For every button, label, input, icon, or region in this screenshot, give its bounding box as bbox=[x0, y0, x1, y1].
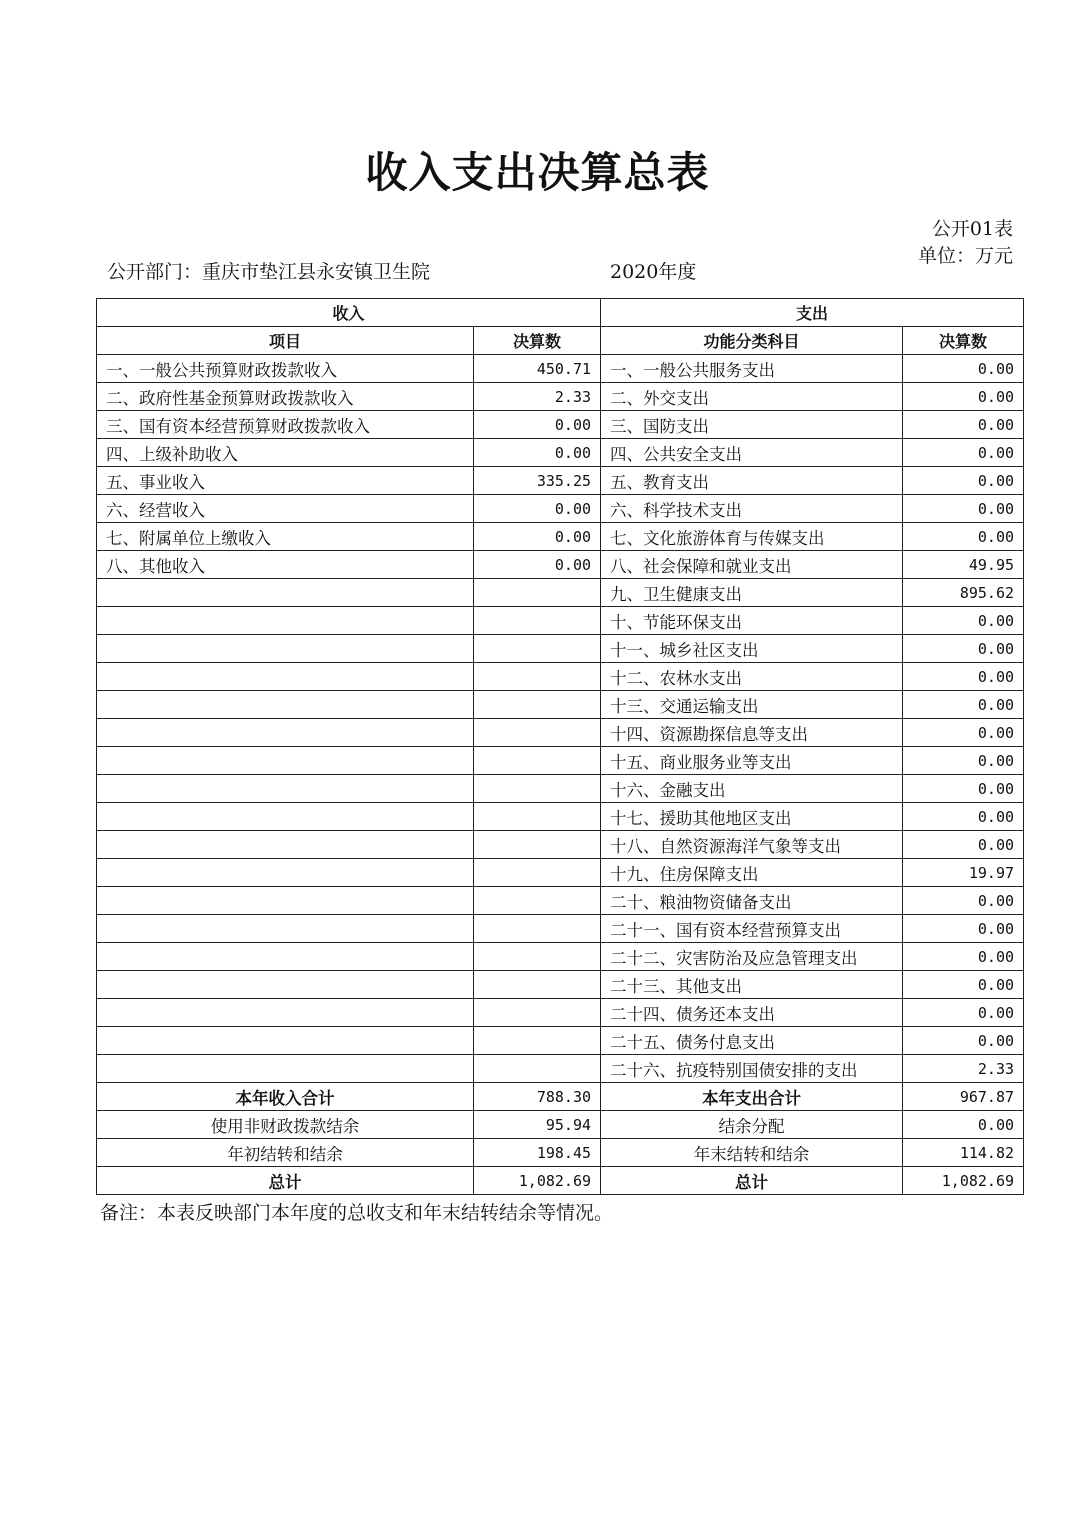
expense-amount: 0.00 bbox=[903, 523, 1024, 551]
table-row bbox=[97, 1055, 1024, 1083]
expense-item: 十九、住房保障支出 bbox=[601, 859, 903, 887]
income-amount bbox=[474, 943, 601, 971]
expense-item: 十、节能环保支出 bbox=[601, 607, 903, 635]
income-amount bbox=[474, 691, 601, 719]
summary-income-amount: 1,082.69 bbox=[474, 1167, 601, 1195]
expense-item: 一、一般公共服务支出 bbox=[601, 355, 903, 383]
income-item bbox=[97, 915, 474, 943]
table-row bbox=[97, 971, 1024, 999]
expense-amount: 0.00 bbox=[903, 803, 1024, 831]
table-row bbox=[97, 1027, 1024, 1055]
income-item bbox=[97, 943, 474, 971]
income-amount: 2.33 bbox=[474, 383, 601, 411]
expense-item: 二十、粮油物资储备支出 bbox=[601, 887, 903, 915]
expense-item: 十八、自然资源海洋气象等支出 bbox=[601, 831, 903, 859]
expense-item: 十七、援助其他地区支出 bbox=[601, 803, 903, 831]
income-item bbox=[97, 803, 474, 831]
income-item bbox=[97, 635, 474, 663]
income-item bbox=[97, 971, 474, 999]
expense-item: 二十二、灾害防治及应急管理支出 bbox=[601, 943, 903, 971]
income-amount bbox=[474, 579, 601, 607]
expense-item: 十四、资源勘探信息等支出 bbox=[601, 719, 903, 747]
income-amount bbox=[474, 803, 601, 831]
summary-expense-label: 年末结转和结余 bbox=[601, 1139, 903, 1167]
header-row-sections bbox=[97, 299, 1024, 327]
table-row bbox=[97, 775, 1024, 803]
table-row bbox=[97, 943, 1024, 971]
expense-item: 十三、交通运输支出 bbox=[601, 691, 903, 719]
income-amount bbox=[474, 607, 601, 635]
income-amount bbox=[474, 859, 601, 887]
income-amount bbox=[474, 1027, 601, 1055]
expense-amount: 0.00 bbox=[903, 1027, 1024, 1055]
income-amount-header: 决算数 bbox=[474, 327, 601, 355]
income-amount: 0.00 bbox=[474, 495, 601, 523]
income-amount bbox=[474, 635, 601, 663]
income-item bbox=[97, 691, 474, 719]
expense-item: 二十六、抗疫特别国债安排的支出 bbox=[601, 1055, 903, 1083]
income-amount bbox=[474, 887, 601, 915]
income-item bbox=[97, 747, 474, 775]
income-amount bbox=[474, 719, 601, 747]
expense-amount: 0.00 bbox=[903, 999, 1024, 1027]
income-item bbox=[97, 607, 474, 635]
income-amount bbox=[474, 999, 601, 1027]
department-label: 公开部门：重庆市垫江县永安镇卫生院 bbox=[107, 261, 431, 283]
table-row bbox=[97, 607, 1024, 635]
table-row bbox=[97, 523, 1024, 551]
table-row bbox=[97, 859, 1024, 887]
expense-amount: 0.00 bbox=[903, 971, 1024, 999]
summary-expense-label: 结余分配 bbox=[601, 1111, 903, 1139]
income-item bbox=[97, 831, 474, 859]
summary-row bbox=[97, 1167, 1024, 1195]
expense-amount: 49.95 bbox=[903, 551, 1024, 579]
table-row bbox=[97, 467, 1024, 495]
expense-item: 二十五、债务付息支出 bbox=[601, 1027, 903, 1055]
expense-amount: 0.00 bbox=[903, 635, 1024, 663]
footnote: 备注：本表反映部门本年度的总收支和年末结转结余等情况。 bbox=[100, 1202, 614, 1224]
expense-item: 九、卫生健康支出 bbox=[601, 579, 903, 607]
table-row bbox=[97, 551, 1024, 579]
income-item bbox=[97, 1027, 474, 1055]
table-row bbox=[97, 831, 1024, 859]
table-row bbox=[97, 355, 1024, 383]
expense-amount: 0.00 bbox=[903, 887, 1024, 915]
income-amount bbox=[474, 747, 601, 775]
table-row bbox=[97, 691, 1024, 719]
summary-expense-amount: 114.82 bbox=[903, 1139, 1024, 1167]
income-item bbox=[97, 719, 474, 747]
summary-expense-amount: 0.00 bbox=[903, 1111, 1024, 1139]
expense-item-header: 功能分类科目 bbox=[601, 327, 903, 355]
income-amount bbox=[474, 1055, 601, 1083]
expense-amount: 0.00 bbox=[903, 383, 1024, 411]
table-row bbox=[97, 635, 1024, 663]
income-item bbox=[97, 579, 474, 607]
expense-amount: 0.00 bbox=[903, 495, 1024, 523]
income-item: 七、附属单位上缴收入 bbox=[97, 523, 474, 551]
expense-amount: 0.00 bbox=[903, 355, 1024, 383]
expense-amount: 0.00 bbox=[903, 719, 1024, 747]
expense-item: 六、科学技术支出 bbox=[601, 495, 903, 523]
unit-label: 单位：万元 bbox=[917, 245, 1013, 267]
expense-item: 二十三、其他支出 bbox=[601, 971, 903, 999]
income-amount bbox=[474, 971, 601, 999]
table-row bbox=[97, 915, 1024, 943]
income-amount: 0.00 bbox=[474, 551, 601, 579]
expense-amount: 0.00 bbox=[903, 747, 1024, 775]
income-item bbox=[97, 999, 474, 1027]
summary-income-amount: 788.30 bbox=[474, 1083, 601, 1111]
table-row bbox=[97, 887, 1024, 915]
table-row bbox=[97, 383, 1024, 411]
expense-item: 十二、农林水支出 bbox=[601, 663, 903, 691]
expense-amount: 2.33 bbox=[903, 1055, 1024, 1083]
income-amount bbox=[474, 915, 601, 943]
expense-amount-header: 决算数 bbox=[903, 327, 1024, 355]
expense-item: 十五、商业服务业等支出 bbox=[601, 747, 903, 775]
income-amount bbox=[474, 831, 601, 859]
table-row bbox=[97, 999, 1024, 1027]
table-row bbox=[97, 747, 1024, 775]
table-row bbox=[97, 495, 1024, 523]
income-item: 六、经营收入 bbox=[97, 495, 474, 523]
income-section-header: 收入 bbox=[97, 299, 601, 327]
summary-expense-amount: 1,082.69 bbox=[903, 1167, 1024, 1195]
income-item: 四、上级补助收入 bbox=[97, 439, 474, 467]
expense-amount: 895.62 bbox=[903, 579, 1024, 607]
expense-amount: 0.00 bbox=[903, 439, 1024, 467]
income-item: 五、事业收入 bbox=[97, 467, 474, 495]
income-item bbox=[97, 859, 474, 887]
summary-expense-label: 总计 bbox=[601, 1167, 903, 1195]
income-item bbox=[97, 775, 474, 803]
expense-item: 二、外交支出 bbox=[601, 383, 903, 411]
page-title: 收入支出决算总表 bbox=[365, 148, 710, 197]
income-amount bbox=[474, 663, 601, 691]
table-row bbox=[97, 439, 1024, 467]
expense-item: 七、文化旅游体育与传媒支出 bbox=[601, 523, 903, 551]
form-number: 公开01表 bbox=[931, 218, 1013, 240]
summary-expense-label: 本年支出合计 bbox=[601, 1083, 903, 1111]
income-item-header: 项目 bbox=[97, 327, 474, 355]
income-amount bbox=[474, 775, 601, 803]
expense-amount: 0.00 bbox=[903, 663, 1024, 691]
expense-item: 八、社会保障和就业支出 bbox=[601, 551, 903, 579]
table-row bbox=[97, 663, 1024, 691]
summary-income-label: 年初结转和结余 bbox=[97, 1139, 474, 1167]
expense-section-header: 支出 bbox=[601, 299, 1024, 327]
header-row-columns bbox=[97, 327, 1024, 355]
income-item bbox=[97, 663, 474, 691]
summary-row bbox=[97, 1139, 1024, 1167]
summary-row bbox=[97, 1083, 1024, 1111]
income-amount: 0.00 bbox=[474, 439, 601, 467]
income-amount: 335.25 bbox=[474, 467, 601, 495]
table-row bbox=[97, 803, 1024, 831]
expense-item: 十一、城乡社区支出 bbox=[601, 635, 903, 663]
income-amount: 0.00 bbox=[474, 523, 601, 551]
income-item: 三、国有资本经营预算财政拨款收入 bbox=[97, 411, 474, 439]
income-item bbox=[97, 887, 474, 915]
expense-amount: 0.00 bbox=[903, 411, 1024, 439]
summary-expense-amount: 967.87 bbox=[903, 1083, 1024, 1111]
expense-item: 五、教育支出 bbox=[601, 467, 903, 495]
budget-summary-table bbox=[96, 298, 1024, 1195]
income-item: 八、其他收入 bbox=[97, 551, 474, 579]
table-row bbox=[97, 719, 1024, 747]
table-row bbox=[97, 579, 1024, 607]
income-amount: 0.00 bbox=[474, 411, 601, 439]
summary-income-label: 本年收入合计 bbox=[97, 1083, 474, 1111]
summary-income-amount: 198.45 bbox=[474, 1139, 601, 1167]
expense-item: 三、国防支出 bbox=[601, 411, 903, 439]
income-item: 二、政府性基金预算财政拨款收入 bbox=[97, 383, 474, 411]
summary-income-label: 总计 bbox=[97, 1167, 474, 1195]
expense-amount: 0.00 bbox=[903, 775, 1024, 803]
year-label: 2020年度 bbox=[610, 261, 697, 283]
expense-amount: 0.00 bbox=[903, 607, 1024, 635]
expense-item: 四、公共安全支出 bbox=[601, 439, 903, 467]
income-item bbox=[97, 1055, 474, 1083]
expense-item: 二十四、债务还本支出 bbox=[601, 999, 903, 1027]
expense-amount: 0.00 bbox=[903, 467, 1024, 495]
summary-row bbox=[97, 1111, 1024, 1139]
table-row bbox=[97, 411, 1024, 439]
expense-item: 十六、金融支出 bbox=[601, 775, 903, 803]
expense-item: 二十一、国有资本经营预算支出 bbox=[601, 915, 903, 943]
expense-amount: 19.97 bbox=[903, 859, 1024, 887]
table-body bbox=[97, 355, 1024, 1195]
expense-amount: 0.00 bbox=[903, 691, 1024, 719]
income-item: 一、一般公共预算财政拨款收入 bbox=[97, 355, 474, 383]
expense-amount: 0.00 bbox=[903, 915, 1024, 943]
summary-income-amount: 95.94 bbox=[474, 1111, 601, 1139]
summary-income-label: 使用非财政拨款结余 bbox=[97, 1111, 474, 1139]
income-amount: 450.71 bbox=[474, 355, 601, 383]
expense-amount: 0.00 bbox=[903, 943, 1024, 971]
expense-amount: 0.00 bbox=[903, 831, 1024, 859]
